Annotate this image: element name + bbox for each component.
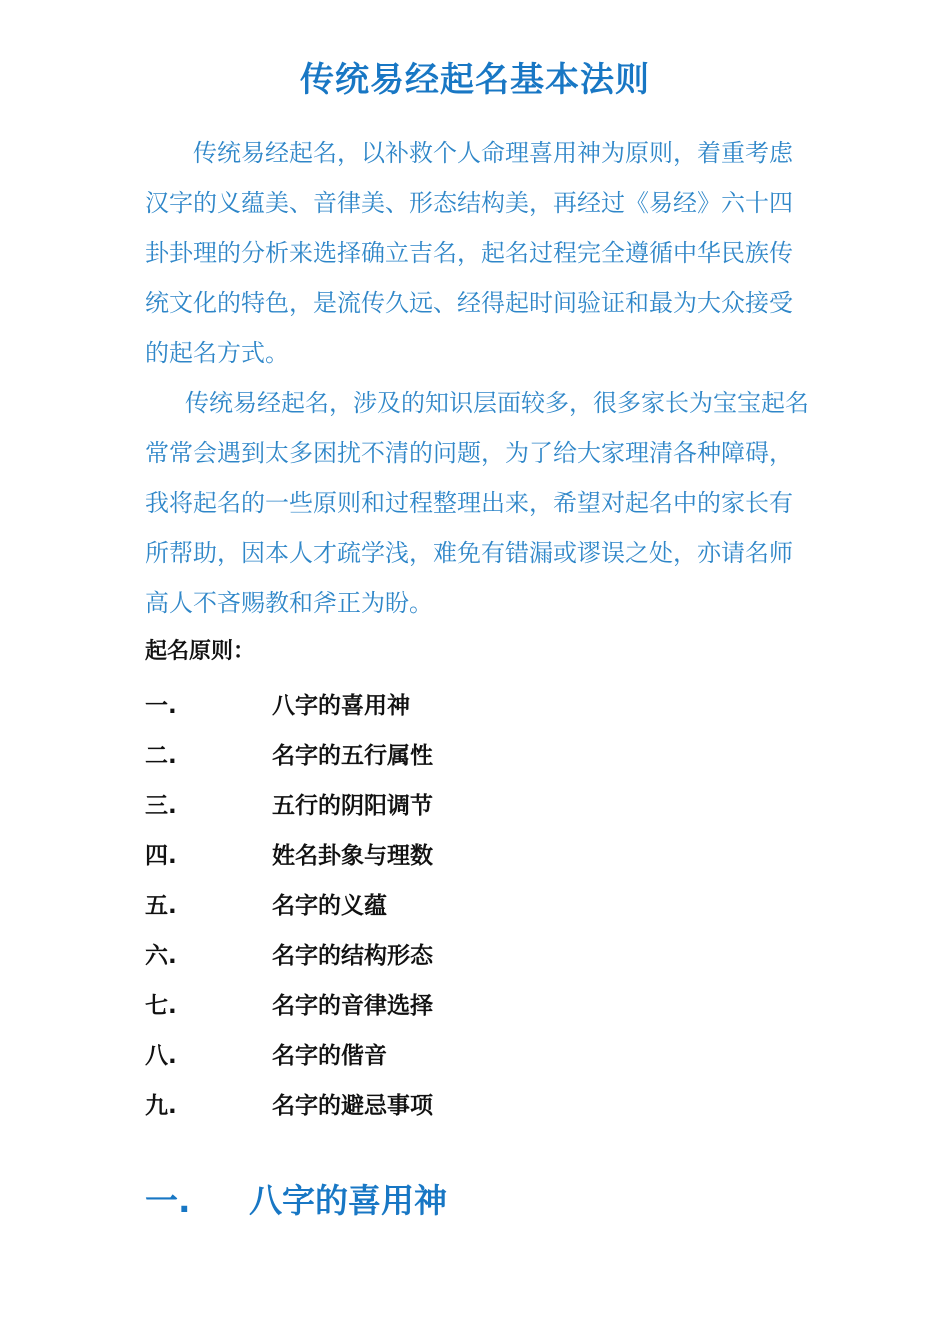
principle-text: 八字的喜用神 [272,692,410,719]
intro-paragraph-1: 传统易经起名，以补救个人命理喜用神为原则，着重考虑汉字的义蕴美、音律美、形态结构美，再经过《易经》六十四卦卦理的分析来选择确立吉名，起名过程完全遵循中华民族传统文化的特色，是流传久远、经得起时间验证和最为大众接受的起名方式。 [145,139,793,367]
section-number: 一. [145,1181,191,1220]
principle-item [145,1078,433,1128]
principle-item [145,878,433,928]
principle-number: 六. [145,942,177,969]
principle-number: 八. [145,1042,177,1069]
principle-text: 名字的义蕴 [272,892,387,919]
principle-number: 五. [145,892,177,919]
principle-item [145,678,433,728]
principle-number: 七. [145,992,177,1019]
principle-number: 三. [145,792,177,819]
principle-text: 名字的五行属性 [272,742,433,769]
principles-list [145,678,433,1128]
principle-text: 名字的结构形态 [272,942,433,969]
principle-text: 姓名卦象与理数 [272,842,433,869]
principle-item [145,928,433,978]
principle-text: 五行的阴阳调节 [272,792,433,819]
section-title: 八字的喜用神 [249,1181,447,1220]
page-title: 传统易经起名基本法则 [300,60,650,100]
principle-number: 九. [145,1092,177,1119]
principle-number: 二. [145,742,177,769]
principle-item [145,978,433,1028]
principle-number: 一. [145,692,177,719]
section-heading [145,1174,447,1228]
principle-text: 名字的偕音 [272,1042,387,1069]
principle-number: 四. [145,842,177,869]
principle-text: 名字的音律选择 [272,992,433,1019]
principle-item [145,1028,433,1078]
principles-heading: 起名原则： [145,639,256,664]
principle-item [145,828,433,878]
intro-paragraph-2: 传统易经起名，涉及的知识层面较多，很多家长为宝宝起名常常会遇到太多困扰不清的问题，为了给大家理清各种障碍，我将起名的一些原则和过程整理出来，希望对起名中的家长有所帮助，因本人才疏学浅，难免有错漏或谬误之处，亦请名师高人不吝赐教和斧正为盼。 [145,389,809,617]
principle-text: 名字的避忌事项 [272,1092,433,1119]
principle-item [145,728,433,778]
principle-item [145,778,433,828]
